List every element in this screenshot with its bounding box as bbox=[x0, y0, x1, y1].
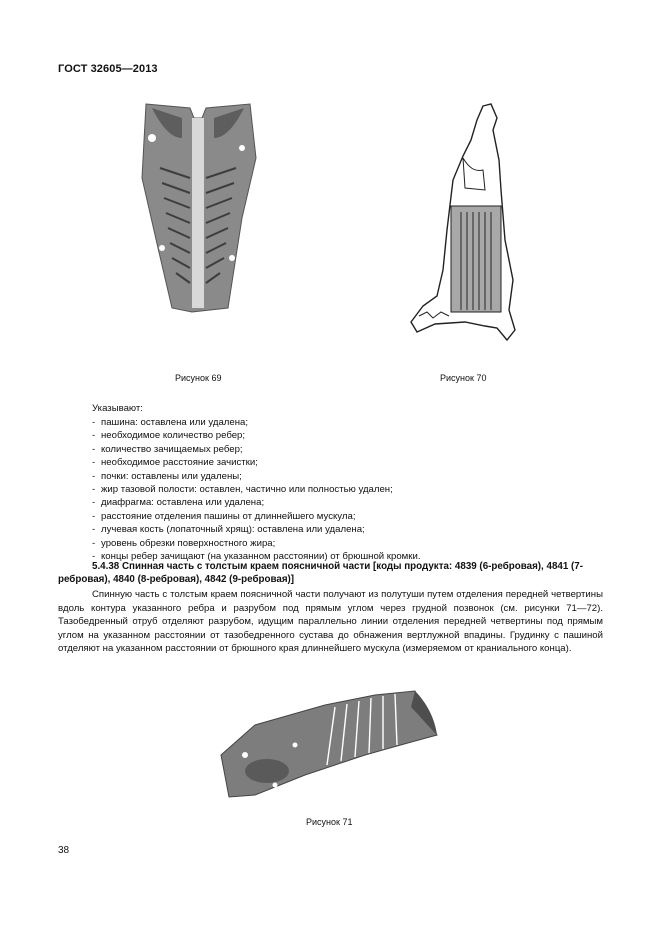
list-item: - концы ребер зачищают (на указанном расстоянии) от брюшной кромки. bbox=[92, 551, 421, 563]
list-item: - лучевая кость (лопаточный хрящ): оставлена или удалена; bbox=[92, 524, 365, 536]
figure-70-image bbox=[405, 100, 525, 355]
list-item: - почки: оставлены или удалены; bbox=[92, 470, 242, 482]
figure-69-caption: Рисунок 69 bbox=[175, 373, 222, 383]
list-item: - диафрагма: оставлена или удалена; bbox=[92, 497, 265, 509]
specification-list bbox=[92, 416, 421, 563]
figure-71-image bbox=[215, 685, 445, 805]
list-item: - расстояние отделения пашины от длиннейшего мускула; bbox=[92, 510, 356, 522]
figure-69-image bbox=[132, 98, 262, 318]
document-header: ГОСТ 32605—2013 bbox=[58, 63, 158, 75]
page-number: 38 bbox=[58, 845, 70, 856]
section-heading: 5.4.38 Спинная часть с толстым краем поясничной части [коды продукта: 4839 (6-ребровая), 4841 (7-ребровая), 4840 (8-ребровая), 4842 (9-ребровая)] bbox=[58, 561, 583, 586]
list-item: - пашина: оставлена или удалена; bbox=[92, 417, 249, 428]
list-item: - количество зачищаемых ребер; bbox=[92, 443, 243, 455]
list-item: - уровень обрезки поверхностного жира; bbox=[92, 537, 276, 549]
list-title: Указывают: bbox=[92, 403, 143, 414]
list-item: - необходимое расстояние зачистки; bbox=[92, 457, 258, 469]
list-item: - жир тазовой полости: оставлен, частично или полностью удален; bbox=[92, 484, 393, 496]
list-item: - необходимое количество ребер; bbox=[92, 430, 246, 442]
section-paragraph: Спинную часть с толстым краем поясничной части получают из полутуши путем отделения передней четвертины вдоль контура указанного ребра и разрубом под прямым углом через грудной позвонок (см. рисунки 71—72). Тазобедренный отруб отделяют разрубом, идущим параллельно линии отделения передней четвертины под прямым углом на указанном расстоянии от тазобедренного сустава до обнажения вертлужной впадины. Грудинку с пашиной отделяют на указанном расстоянии от брюшного края длиннейшего мускула (измеряемом от краниального конца). bbox=[58, 589, 603, 654]
figure-70-caption: Рисунок 70 bbox=[440, 373, 487, 383]
figure-71-caption: Рисунок 71 bbox=[306, 817, 353, 827]
